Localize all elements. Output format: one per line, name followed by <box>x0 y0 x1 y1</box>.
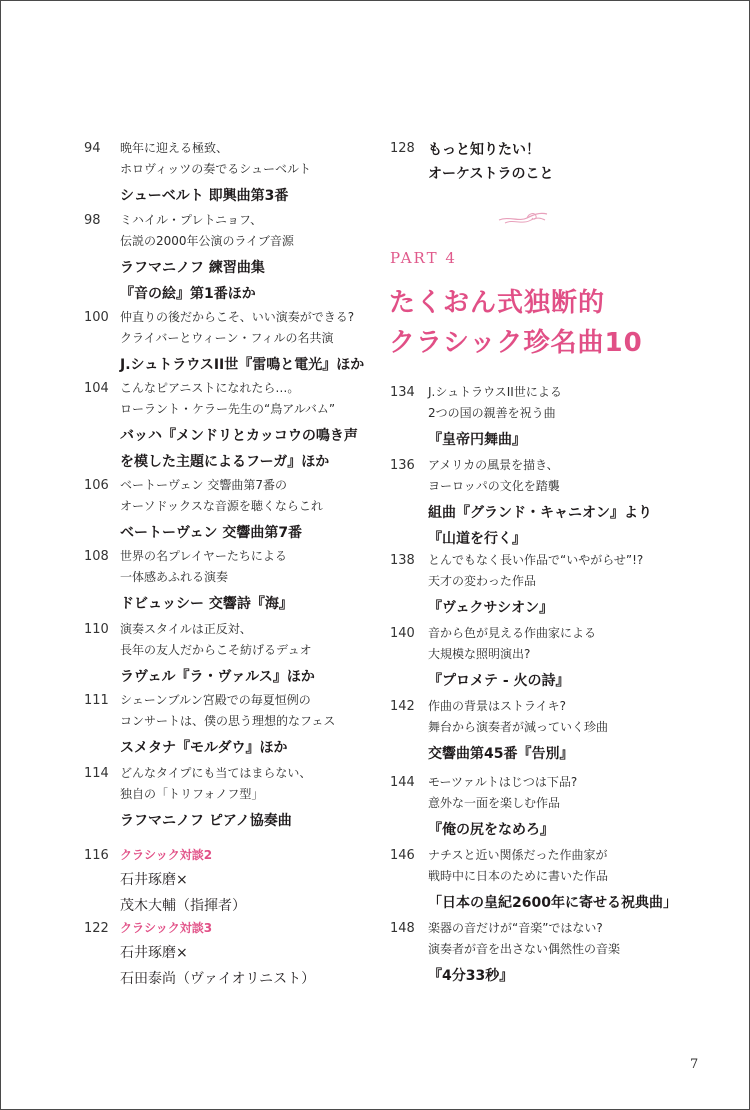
page-number: 144 <box>390 775 415 790</box>
entry-description: ホロヴィッツの奏でるシューベルト <box>120 162 312 176</box>
entry-title: シューベルト 即興曲第3番 <box>120 188 289 204</box>
entry-description: ヨーロッパの文化を踏襲 <box>428 479 560 493</box>
page-number: 148 <box>390 921 415 936</box>
entry-description: 晩年に迎える極致、 <box>120 141 229 155</box>
entry-description: 長年の友人だからこそ紡げるデュオ <box>120 643 312 657</box>
entry-title: J.シュトラウスII世『雷鳴と電光』ほか <box>120 357 365 373</box>
page-number: 140 <box>390 626 415 641</box>
entry-title: ラフマニノフ ピアノ協奏曲 <box>120 813 292 829</box>
entry-description: J.シュトラウスII世による <box>428 385 562 399</box>
entry-description: 意外な一面を楽しむ作品 <box>428 796 561 810</box>
entry-title: もっと知りたい！ <box>428 142 540 158</box>
entry-title: オーケストラのこと <box>428 166 554 182</box>
entry-title: 『俺の尻をなめろ』 <box>428 822 554 838</box>
part-title <box>389 283 643 363</box>
entry-description: クライバーとウィーン・フィルの名共演 <box>120 331 334 345</box>
part-label: PART 4 <box>390 249 457 267</box>
entry-description: ベートーヴェン 交響曲第7番の <box>120 478 287 492</box>
taidan-label: クラシック対談3 <box>120 921 213 935</box>
entry-title: 『山道を行く』 <box>428 531 526 547</box>
entry-title: スメタナ『モルダウ』ほか <box>120 740 288 756</box>
taidan-line: 茂木大輔（指揮者） <box>120 898 246 914</box>
part-title-line: たくおん式独断的 <box>389 288 606 318</box>
page-number: 138 <box>390 553 415 568</box>
page-number: 114 <box>84 766 109 781</box>
entry-description: 大規模な照明演出? <box>428 647 531 661</box>
entry-title: ラヴェル『ラ・ヴァルス』ほか <box>120 669 315 685</box>
entry-title: 『音の絵』第1番ほか <box>120 286 256 302</box>
entry-title: 『4分33秒』 <box>428 968 514 984</box>
entry-description: 世界の名プレイヤーたちによる <box>120 549 287 563</box>
page-number: 111 <box>84 693 109 708</box>
page-number: 142 <box>390 699 415 714</box>
entry-description: どんなタイプにも当てはまらない、 <box>120 766 312 780</box>
entry-description: こんなピアニストになれたら…。 <box>120 381 300 395</box>
entry-title: 『プロメテ - 火の詩』 <box>428 673 570 689</box>
entry-description: 戦時中に日本のために書いた作品 <box>428 869 609 883</box>
entry-description: オーソドックスな音源を聴くならこれ <box>120 499 323 513</box>
entry-description: コンサートは、僕の思う理想的なフェス <box>120 714 336 728</box>
entry-description: ローラント・ケラー先生の“鳥アルバム” <box>120 402 336 416</box>
entry-description: 伝説の2000年公演のライブ音源 <box>120 234 294 248</box>
entry-description: 楽器の音だけが“音楽”ではない? <box>428 921 603 935</box>
entry-description: 仲直りの後だからこそ、いい演奏ができる? <box>120 310 355 324</box>
taidan-line: 石井琢磨× <box>120 945 188 961</box>
entry-description: 舞台から演奏者が減っていく珍曲 <box>428 720 609 734</box>
entry-description: 音から色が見える作曲家による <box>428 626 597 640</box>
page-number: 134 <box>390 385 415 400</box>
entry-title: ドビュッシー 交響詩『海』 <box>120 596 293 612</box>
flourish-ornament-icon <box>495 206 551 230</box>
entry-title: 「日本の皇紀2600年に寄せる祝典曲」 <box>428 895 677 911</box>
page-number: 100 <box>84 310 109 325</box>
page-number: 128 <box>390 141 415 156</box>
page-number: 110 <box>84 622 109 637</box>
entry-description: 天才の変わった作品 <box>428 574 536 588</box>
entry-description: シェーンブルン宮殿での毎夏恒例の <box>120 693 311 707</box>
page-number: 94 <box>84 141 101 156</box>
page-number: 106 <box>84 478 109 493</box>
entry-description: とんでもなく長い作品で“いやがらせ”!? <box>428 553 644 567</box>
entry-title: 『皇帝円舞曲』 <box>428 432 526 448</box>
entry-description: 独自の「トリフォノフ型」 <box>120 787 264 801</box>
entry-description: 演奏者が音を出さない偶然性の音楽 <box>428 942 621 956</box>
entry-title: バッハ『メンドリとカッコウの鳴き声 <box>120 428 358 444</box>
entry-description: 演奏スタイルは正反対、 <box>120 622 252 636</box>
taidan-line: 石井琢磨× <box>120 872 188 888</box>
entry-title: 『ヴェクサシオン』 <box>428 600 554 616</box>
page-number: 108 <box>84 549 109 564</box>
page-number: 98 <box>84 213 101 228</box>
entry-title: 交響曲第45番『告別』 <box>428 746 574 762</box>
entry-description: 作曲の背景はストライキ? <box>428 699 567 713</box>
entry-description: 一体感あふれる演奏 <box>120 570 229 584</box>
entry-description: モーツァルトはじつは下品? <box>428 775 578 789</box>
entry-description: アメリカの風景を描き、 <box>428 458 559 472</box>
taidan-line: 石田泰尚（ヴァイオリニスト） <box>120 971 316 987</box>
part-title-line: クラシック珍名曲10 <box>389 328 643 358</box>
entry-title: 組曲『グランド・キャニオン』より <box>428 505 652 521</box>
entry-title: ベートーヴェン 交響曲第7番 <box>120 525 303 541</box>
entry-description: 2つの国の親善を祝う曲 <box>428 406 556 420</box>
entry-title: を模した主題によるフーガ』ほか <box>120 454 330 470</box>
page-folio: 7 <box>690 1057 699 1072</box>
entry-description: ミハイル・プレトニョフ、 <box>120 213 263 227</box>
page-number: 122 <box>84 921 109 936</box>
page-number: 116 <box>84 848 109 863</box>
entry-description: ナチスと近い関係だった作曲家が <box>428 848 608 862</box>
page-number: 104 <box>84 381 109 396</box>
page-number: 136 <box>390 458 415 473</box>
page-number: 146 <box>390 848 415 863</box>
entry-title: ラフマニノフ 練習曲集 <box>120 260 265 276</box>
taidan-label: クラシック対談2 <box>120 848 213 862</box>
